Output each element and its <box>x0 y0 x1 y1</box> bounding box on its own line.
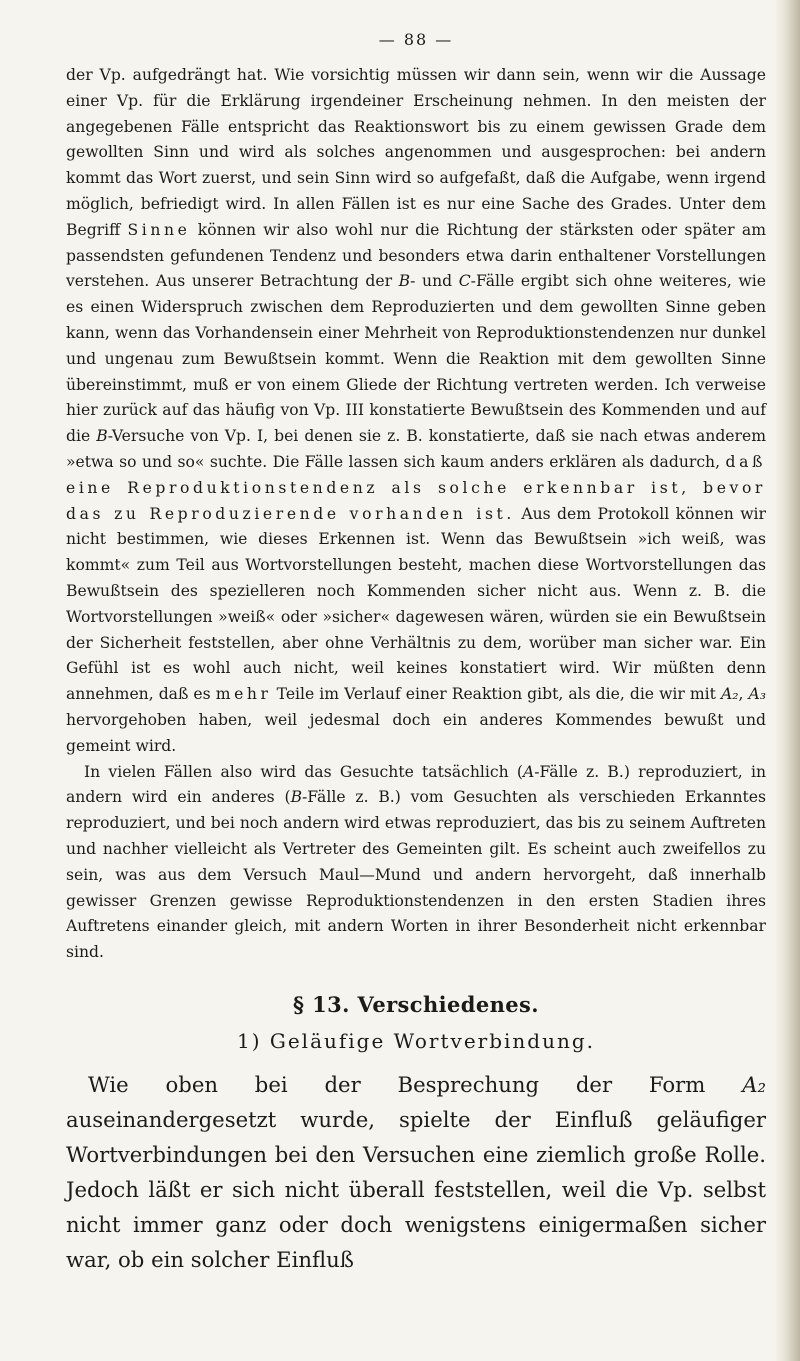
section-heading: § 13. Verschiedenes. <box>293 991 539 1017</box>
p1-text-8: , <box>738 685 749 704</box>
page-edge-shadow <box>774 0 800 1361</box>
p2-italic-b: B <box>290 788 303 807</box>
p1-spaced-mehr: mehr <box>215 685 272 704</box>
paragraph-2 <box>66 760 766 966</box>
p1-spaced-sinne: Sinne <box>127 220 191 239</box>
subsection-heading: 1) Geläufige Wortverbindung. <box>236 1028 596 1053</box>
p1-italic-a2: A₂ <box>720 685 739 704</box>
p1-text-9: hervorgehoben haben, weil jedesmal doch ein anderes Kommendes bewußt und gemeint wird. <box>66 710 766 755</box>
page-number: — 88 — <box>378 30 454 49</box>
p1-italic-c: C <box>458 272 471 291</box>
p1-text-1: der Vp. aufgedrängt hat. Wie vorsichtig müssen wir dann sein, wenn wir die Aussage einer Vp. für die Erklärung irgendeiner Erscheinung nehmen. In den meisten der angegebenen Fälle entspricht das Reaktionswort bis zu einem gewissen Grade dem gewollten Sinn und wird als solches angenommen und ausgesprochen: bei andern kommt das Wort zuerst, und sein Sinn wird so aufgefaßt, daß die Aufgabe, wenn irgend möglich, befriedigt wird. In allen Fällen ist es nur eine Sache des Grades. Unter dem Begriff <box>66 66 766 239</box>
p1-italic-a3: A₃ <box>748 685 766 704</box>
body-text <box>66 63 766 966</box>
p1-text-5: -Versuche von Vp. I, bei denen sie z. B. konstatierte, daß sie nach etwas anderem »etwa so und so« suchte. Die Fälle lassen sich kaum anders erklären als dadurch, <box>66 427 766 471</box>
p1-italic-b: B <box>398 272 411 291</box>
paragraph-1 <box>66 63 766 760</box>
p2-text-3: -Fälle z. B.) vom Gesuchten als verschieden Erkanntes reproduziert, und bei noch andern wird etwas reproduziert, das bis zu seinem Auftreten und nachher vielleicht als Vertreter des Gemeinten gilt. Es scheint auch zweifellos zu sein, was aus dem Versuch Maul—Mund und andern hervorgeht, daß innerhalb gewisser Grenzen gewisse Reproduktionstendenzen in den ersten Stadien ihres Auftretens einander gleich, mit andern Worten in ihrer Besonderheit nicht erkennbar sind. <box>66 788 766 962</box>
p2-text-2: -Fälle z. B.) reproduziert, in andern wird ein anderes ( <box>66 762 767 807</box>
p3-italic-a2: A₂ <box>742 1071 766 1097</box>
p2-text-1: In vielen Fällen also wird das Gesuchte tatsächlich ( <box>84 762 523 781</box>
p3-text-2: auseinandergesetzt wurde, spielte der Einfluß geläufiger Wortverbindungen bei den Versuchen eine ziemlich große Rolle. Jedoch läßt er sich nicht überall feststellen, weil die Vp. selbst nicht immer ganz oder doch wenigstens einigermaßen sicher war, ob ein solcher Einfluß <box>66 1106 766 1272</box>
book-page <box>66 30 766 1277</box>
p1-text-7: Teile im Verlauf einer Reaktion gibt, als die, die wir mit <box>271 685 721 704</box>
paragraph-3 <box>66 1067 766 1277</box>
p1-text-3: - und <box>410 272 459 291</box>
p1-text-2: können wir also wohl nur die Richtung der stärksten oder später am passendsten gefundenen Tendenz und besonders etwa darin enthaltener Vorstellungen verstehen. Aus unserer Betrachtung der <box>66 220 766 291</box>
p3-text-1: Wie oben bei der Besprechung der Form <box>88 1071 743 1097</box>
p1-text-4: -Fälle ergibt sich ohne weiteres, wie es einen Widerspruch zwischen dem Reproduzierten und dem gewollten Sinne geben kann, wenn das Vorhandensein einer Mehrheit von Reproduktionstendenzen nur dunkel und ungenau zum Bewußtsein kommt. Wenn die Reaktion mit dem gewollten Sinne übereinstimmt, muß er von einem Gliede der Richtung vertreten werden. Ich verweise hier zurück auf das häufig von Vp. III konstatierte Bewußtsein des Kommenden und auf die <box>66 272 766 446</box>
p1-spaced-emphasis: daß eine Reproduktionstendenz als solche erkennbar ist, bevor das zu Reproduzierende vorhanden ist. <box>66 452 766 523</box>
large-text <box>66 1067 766 1277</box>
p1-text-6: Aus dem Protokoll können wir nicht bestimmen, wie dieses Erkennen ist. Wenn das Bewußtsein »ich weiß, was kommt« zum Teil aus Wortvorstellungen besteht, machen diese Wortvorstellungen das Bewußtsein des spezielleren noch Kommenden sicher nicht aus. Wenn z. B. die Wortvorstellungen »weiß« oder »sicher« dagewesen wären, würden sie ein Bewußtsein der Sicherheit feststellen, aber ohne Verhältnis zu dem, worüber man sicher war. Ein Gefühl ist es wohl auch nicht, weil keines konstatiert wird. Wir müßten denn annehmen, daß es <box>66 504 767 704</box>
p2-italic-a: A <box>523 762 535 781</box>
p1-italic-b-2: B <box>96 427 108 446</box>
